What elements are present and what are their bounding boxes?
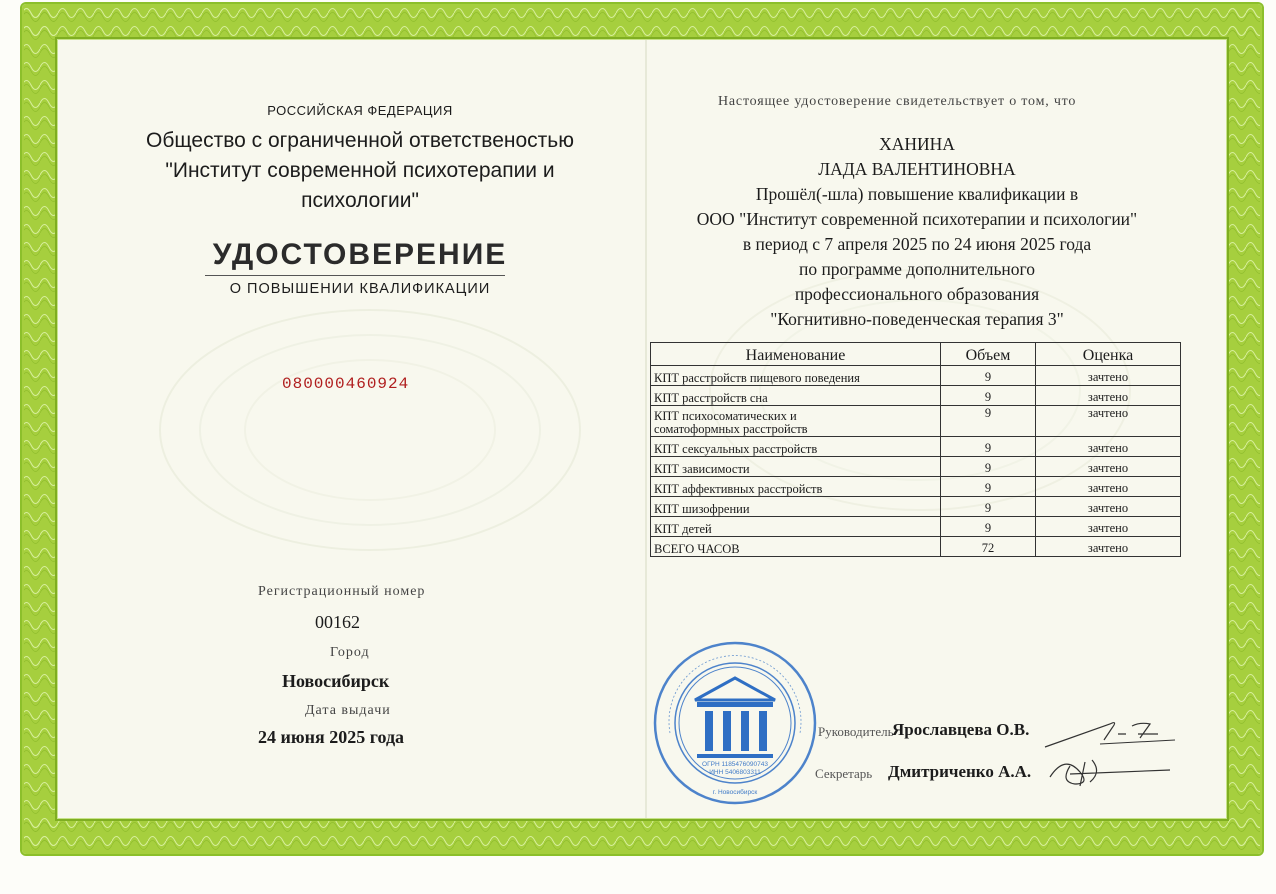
organization-line: "Институт современной психотерапии и [165, 159, 555, 182]
course-hours: 9 [941, 517, 1036, 537]
course-hours: 9 [941, 406, 1036, 437]
table-row [651, 517, 1181, 537]
intro-text: Настоящее удостоверение свидетельствует о том, что [718, 94, 1077, 109]
course-result: зачтено [1036, 457, 1181, 477]
course-name-line: соматоформных расстройств [654, 422, 808, 436]
city-label: Город [330, 645, 370, 660]
total-label: ВСЕГО ЧАСОВ [651, 537, 941, 557]
program-line: профессионального образования [794, 284, 1040, 304]
page-fold [645, 40, 647, 818]
course-name [651, 406, 941, 437]
course-hours: 9 [941, 366, 1036, 386]
table-row [651, 457, 1181, 477]
secretary-name: Дмитриченко А.А. [888, 762, 1032, 781]
total-hours: 72 [941, 537, 1036, 557]
title-divider [205, 275, 505, 276]
course-hours: 9 [941, 477, 1036, 497]
course-hours: 9 [941, 386, 1036, 406]
country-label: РОССИЙСКАЯ ФЕДЕРАЦИЯ [267, 103, 453, 118]
course-name: КПТ детей [651, 517, 941, 537]
stamp-ogrn: ОГРН 1185476090743 [702, 761, 768, 768]
course-result: зачтено [1036, 477, 1181, 497]
issue-date-label: Дата выдачи [305, 703, 391, 718]
course-name: КПТ сексуальных расстройств [651, 437, 941, 457]
course-hours: 9 [941, 437, 1036, 457]
table-row [651, 366, 1181, 386]
program-name: "Когнитивно-поведенческая терапия 3" [770, 309, 1064, 329]
course-name-line: КПТ психосоматических и [654, 409, 797, 423]
course-hours: 9 [941, 497, 1036, 517]
background-emblem [150, 300, 590, 560]
organization-line: психологии" [301, 189, 419, 212]
study-period: в период с 7 апреля 2025 по 24 июня 2025 года [742, 234, 1092, 254]
stamp-inn: ИНН 5406803311 [709, 769, 761, 776]
course-result: зачтено [1036, 366, 1181, 386]
course-name: КПТ расстройств сна [651, 386, 941, 406]
program-line: по программе дополнительного [798, 259, 1036, 279]
course-name: КПТ шизофрении [651, 497, 941, 517]
issue-date: 24 июня 2025 года [258, 727, 405, 747]
course-result: зачтено [1036, 437, 1181, 457]
column-header-result: Оценка [1036, 343, 1181, 366]
course-result: зачтено [1036, 517, 1181, 537]
total-result: зачтено [1036, 537, 1181, 557]
serial-number: 080000460924 [282, 375, 410, 393]
course-name: КПТ аффективных расстройств [651, 477, 941, 497]
head-label: Руководитель [818, 724, 894, 739]
organization-name [110, 126, 610, 216]
registration-number: 00162 [315, 612, 360, 632]
recipient-given-names: ЛАДА ВАЛЕНТИНОВНА [818, 159, 1016, 179]
recipient-block [652, 132, 1182, 332]
course-hours: 9 [941, 457, 1036, 477]
table-header-row [651, 343, 1181, 366]
head-signature [1040, 712, 1180, 752]
organization-short: ООО "Институт современной психотерапии и психологии" [696, 209, 1138, 229]
head-name: Ярославцева О.В. [892, 720, 1030, 739]
table-total-row [651, 537, 1181, 557]
secretary-signature [1040, 752, 1180, 792]
secretary-label: Секретарь [815, 766, 873, 781]
table-row [651, 406, 1181, 437]
course-name: КПТ зависимости [651, 457, 941, 477]
document-title: УДОСТОВЕРЕНИЕ [212, 238, 508, 271]
table-row [651, 477, 1181, 497]
course-result: зачтено [1036, 406, 1181, 437]
table-row [651, 386, 1181, 406]
course-result: зачтено [1036, 386, 1181, 406]
document-subtitle: О ПОВЫШЕНИИ КВАЛИФИКАЦИИ [229, 281, 491, 297]
organization-stamp [650, 638, 820, 808]
column-header-name: Наименование [651, 343, 941, 366]
city-value: Новосибирск [282, 671, 390, 691]
stamp-city: г. Новосибирск [712, 789, 758, 796]
grades-table [650, 342, 1181, 557]
table-row [651, 497, 1181, 517]
organization-line: Общество с ограниченной ответственостью [146, 129, 574, 152]
registration-label: Регистрационный номер [258, 584, 426, 599]
course-name: КПТ расстройств пищевого поведения [651, 366, 941, 386]
course-result: зачтено [1036, 497, 1181, 517]
column-header-hours: Объем [941, 343, 1036, 366]
completion-text: Прошёл(-шла) повышение квалификации в [755, 184, 1079, 204]
table-row [651, 437, 1181, 457]
recipient-surname: ХАНИНА [879, 134, 955, 154]
